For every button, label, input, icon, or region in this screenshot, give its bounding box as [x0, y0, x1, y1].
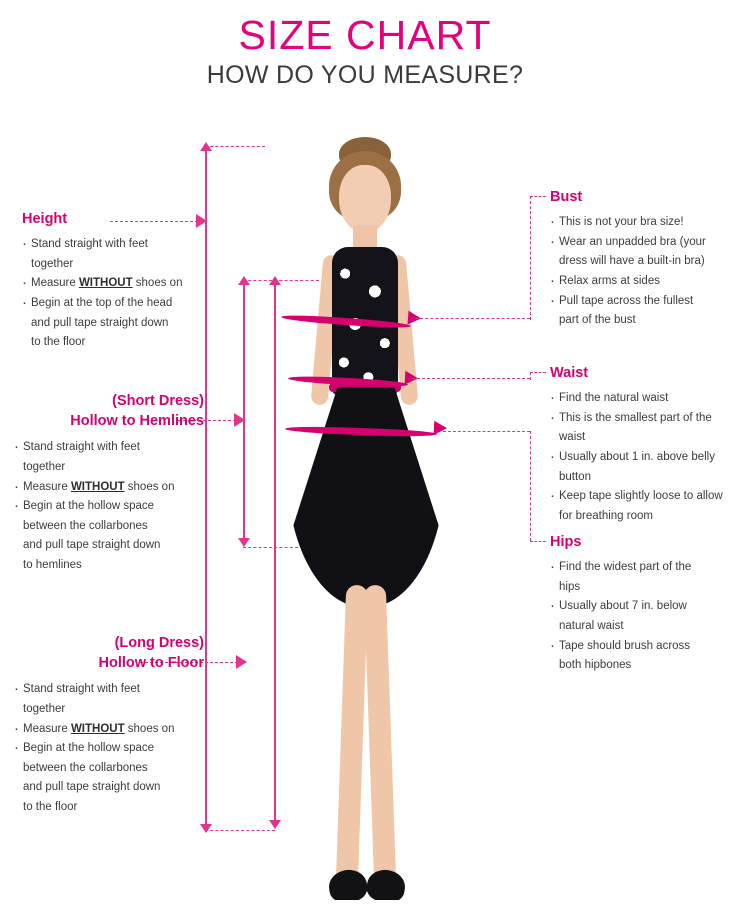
short-dress-list — [14, 438, 204, 574]
list-item: · Find the natural waist — [550, 389, 730, 408]
bust-title: Bust — [550, 189, 583, 205]
height-title: Height — [22, 211, 68, 227]
list-item: between the collarbones — [23, 761, 148, 774]
hips-title: Hips — [550, 534, 582, 550]
bust-connector-horizontal — [415, 318, 530, 319]
list-item: · Keep tape slightly loose to allow — [550, 487, 730, 506]
page-title: SIZE CHART — [238, 12, 492, 58]
short-dress-title-line1: (Short Dress) — [112, 393, 204, 409]
list-item: hips — [559, 580, 581, 593]
face — [339, 165, 391, 233]
list-item: · Begin at the hollow space — [14, 739, 204, 758]
waist-block — [550, 364, 730, 527]
list-item: · Begin at the top of the head — [22, 294, 202, 313]
list-item: and pull tape straight down — [23, 539, 161, 552]
hips-list — [550, 558, 725, 675]
page-subtitle: HOW DO YOU MEASURE? — [206, 61, 524, 90]
list-item: · Measure WITHOUT shoes on — [22, 274, 202, 293]
list-item: · Usually about 1 in. above belly — [550, 448, 730, 467]
waist-connector-vertical — [530, 372, 531, 380]
list-item: for breathing room — [559, 509, 653, 522]
list-item: between the collarbones — [23, 519, 148, 532]
list-item: · This is not your bra size! — [550, 213, 725, 232]
hips-connector-elbow — [530, 541, 546, 542]
short-dress-bottom-tick — [243, 547, 298, 548]
height-top-tick — [205, 146, 265, 147]
long-dress-title-line1: (Long Dress) — [114, 635, 204, 651]
height-block — [22, 210, 202, 353]
long-dress-guide-line — [274, 284, 276, 822]
hips-connector-horizontal — [443, 431, 530, 432]
hips-tape-arrow — [434, 421, 447, 435]
model-photo — [243, 125, 488, 900]
list-item: · Tape should brush across — [550, 637, 725, 656]
bust-block — [550, 188, 725, 331]
list-item: · Wear an unpadded bra (your — [550, 233, 725, 252]
short-dress-guide-line — [243, 284, 245, 540]
short-dress-title-line2: Hollow to Hemlines — [70, 413, 204, 430]
list-item: waist — [559, 431, 586, 444]
list-item: · Pull tape across the fullest — [550, 292, 725, 311]
list-item: to the floor — [23, 801, 78, 813]
list-item: · Usually about 7 in. below — [550, 597, 725, 616]
short-dress-block — [14, 392, 204, 576]
without-emphasis: WITHOUT — [70, 722, 125, 735]
list-item: · Find the widest part of the — [550, 558, 725, 577]
list-item: · Measure WITHOUT shoes on — [14, 720, 204, 739]
short-dress-arrow-bottom — [238, 538, 250, 547]
list-item: · Relax arms at sides — [550, 272, 725, 291]
bust-list — [550, 213, 725, 330]
list-item: together — [23, 702, 66, 715]
short-dress-callout-arrow — [234, 413, 245, 427]
hips-connector-vertical — [530, 431, 531, 541]
list-item: · Stand straight with feet — [14, 680, 204, 699]
list-item: part of the bust — [559, 314, 636, 327]
height-guide-arrow-bottom — [200, 824, 212, 833]
without-emphasis: WITHOUT — [78, 277, 133, 290]
list-item: · Stand straight with feet — [14, 438, 204, 457]
bust-connector-vertical — [530, 196, 531, 320]
list-item: dress will have a built-in bra) — [559, 255, 705, 268]
long-dress-title-line2: Hollow to Floor — [98, 655, 204, 672]
list-item: and pull tape straight down — [31, 316, 169, 329]
list-item: to the floor — [31, 336, 86, 349]
list-item: · Begin at the hollow space — [14, 497, 204, 516]
height-bottom-tick — [205, 830, 275, 831]
list-item: · This is the smallest part of the — [550, 409, 730, 428]
bust-connector-elbow — [530, 196, 546, 197]
list-item: and pull tape straight down — [23, 781, 161, 794]
waist-connector-elbow — [530, 372, 546, 373]
hips-block — [550, 533, 725, 676]
waist-title: Waist — [550, 365, 589, 381]
list-item: · Measure WITHOUT shoes on — [14, 478, 204, 497]
long-dress-callout-arrow — [236, 655, 247, 669]
long-dress-top-tick — [274, 280, 319, 281]
list-item: together — [23, 460, 66, 473]
long-dress-block — [14, 634, 204, 818]
chart-header — [0, 14, 730, 90]
long-dress-list — [14, 680, 204, 816]
list-item: to hemlines — [23, 559, 82, 571]
long-dress-arrow-bottom — [269, 820, 281, 829]
list-item: together — [31, 257, 74, 270]
list-item: · Stand straight with feet — [22, 235, 202, 254]
waist-list — [550, 389, 730, 525]
waist-connector-horizontal — [412, 378, 530, 379]
height-guide-line — [205, 150, 207, 826]
height-list — [22, 235, 202, 352]
list-item: natural waist — [559, 620, 624, 632]
list-item: both hipbones — [559, 659, 632, 672]
without-emphasis: WITHOUT — [70, 480, 125, 493]
list-item: button — [559, 470, 591, 483]
